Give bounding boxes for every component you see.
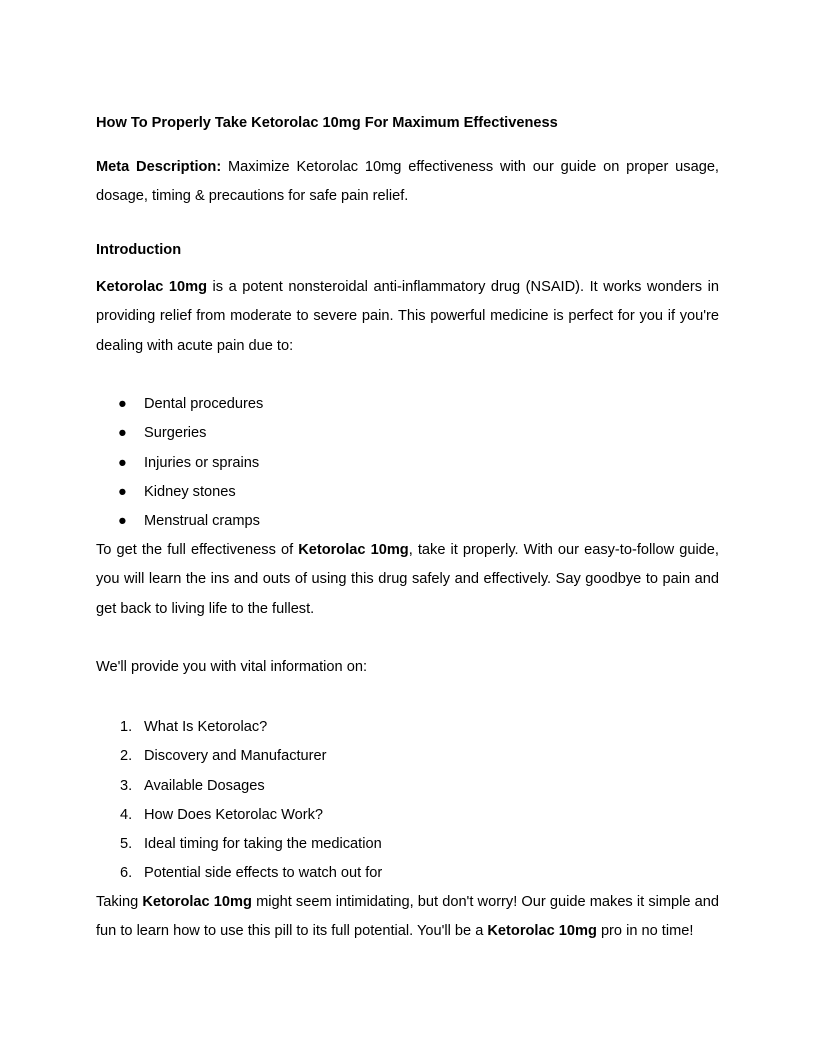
drug-name-bold: Ketorolac 10mg [487, 923, 597, 940]
list-item: 5. Ideal timing for taking the medication [120, 836, 382, 853]
intro-paragraph-4: Taking Ketorolac 10mg might seem intimidating, but don't worry! Our guide makes it simple and fun to learn how to use this pill to its full potential. You'll be a Ketorolac 10mg pro in no time! [96, 894, 719, 940]
meta-description-label: Meta Description: [96, 159, 222, 175]
intro-paragraph-1-text: is a potent nonsteroidal anti-inflammatory drug (NSAID). It works wonders in providing relief from moderate to severe pain. This powerful medicine is perfect for you if you're dealing with acute pain due to: [96, 279, 719, 354]
intro-paragraph-2: To get the full effectiveness of Ketorolac 10mg, take it properly. With our easy-to-follow guide, you will learn the ins and outs of using this drug safely and effectively. Say goodbye to pain and get back to living life to the fullest. [96, 542, 719, 617]
drug-name-bold: Ketorolac 10mg [142, 894, 252, 910]
drug-name-bold: Ketorolac 10mg [298, 542, 409, 558]
list-item: 6. Potential side effects to watch out for [120, 865, 383, 882]
meta-description [96, 153, 719, 212]
bullet-icon: ● [118, 396, 127, 412]
list-item: 2. Discovery and Manufacturer [120, 748, 327, 765]
list-item: ● Menstrual cramps [96, 507, 696, 536]
meta-description-text: Maximize Ketorolac 10mg effectiveness with our guide on proper usage, dosage, timing & precautions for safe pain relief. [96, 159, 719, 205]
list-item: ● Dental procedures [96, 390, 696, 419]
introduction-heading: Introduction [96, 242, 182, 258]
list-item: ● Kidney stones [96, 478, 696, 507]
intro-paragraph-3: We'll provide you with vital information on: [96, 659, 368, 675]
intro-paragraph-1 [96, 273, 719, 361]
conditions-bullet-list [96, 390, 696, 536]
list-item: 3. Available Dosages [120, 777, 265, 794]
bullet-icon: ● [118, 513, 127, 530]
list-item: ● Surgeries [96, 419, 696, 448]
document-title: How To Properly Take Ketorolac 10mg For Maximum Effectiveness [96, 115, 558, 131]
bullet-icon: ● [118, 483, 127, 500]
list-item: 4. How Does Ketorolac Work? [120, 806, 323, 823]
topics-numbered-list [96, 713, 696, 889]
bullet-icon: ● [118, 425, 127, 442]
bullet-icon: ● [118, 454, 127, 471]
list-item: 1. What Is Ketorolac? [120, 719, 268, 735]
list-item: ● Injuries or sprains [96, 449, 696, 478]
drug-name-bold: Ketorolac 10mg [96, 279, 207, 295]
